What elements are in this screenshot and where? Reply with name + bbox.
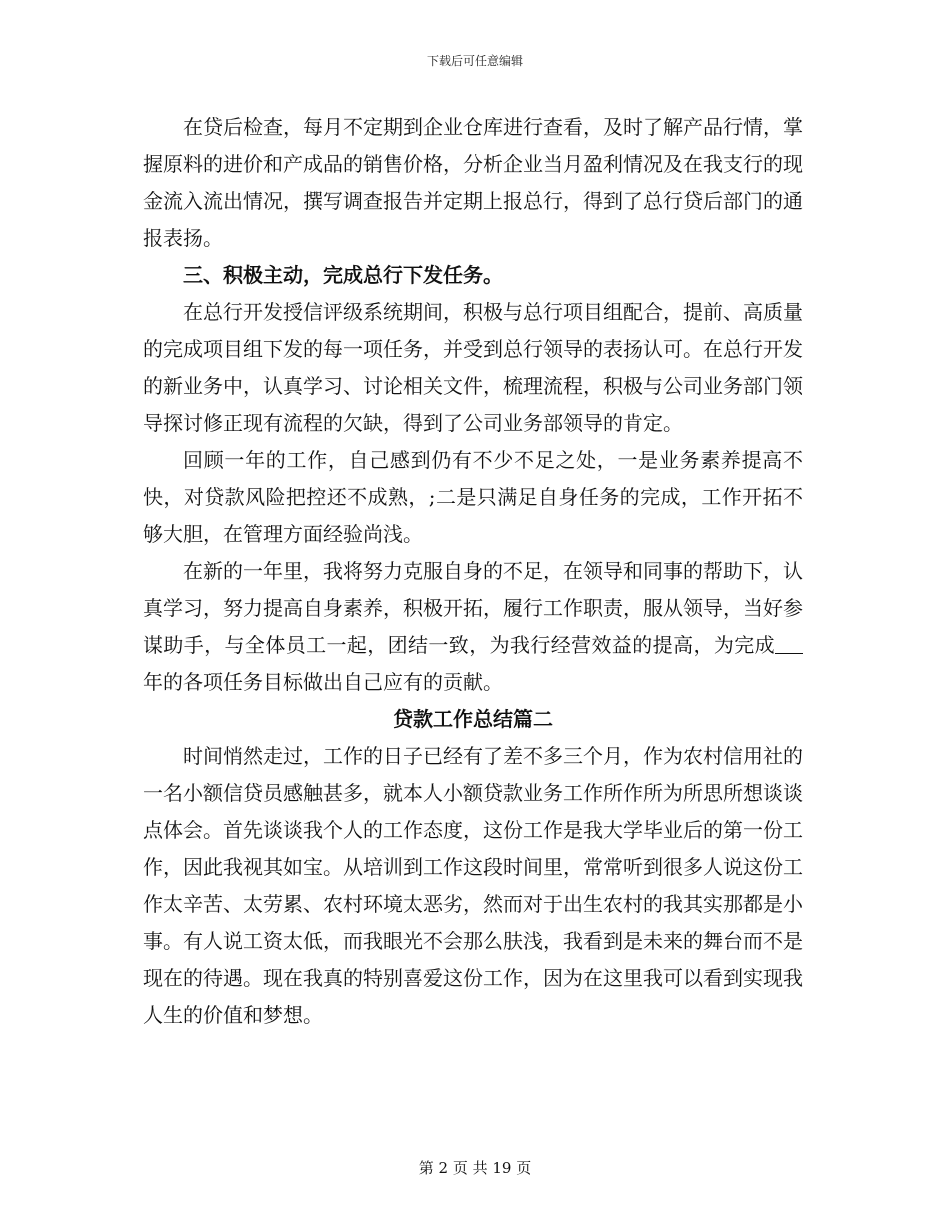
section-title-part-two: 贷款工作总结篇二	[393, 707, 553, 731]
paragraph-new-year-part1: 在新的一年里，我将努力克服自身的不足，在领导和同事的帮助下，认真学习，努力提高自身素养，积极开拓，履行工作职责，服从领导，当好参谋助手，与全体员工一起，团结一致，为我行经营效益的提高，为完成	[143, 559, 803, 657]
paragraph-work-attitude: 时间悄然走过，工作的日子已经有了差不多三个月，作为农村信用社的一名小额信贷员感触甚多，就本人小额贷款业务工作所作所为所思所想谈谈点体会。首先谈谈我个人的工作态度，这份工作是我大学毕业后的第一份工作，因此我视其如宝。从培训到工作这段时间里，常常听到很多人说这份工作太辛苦、太劳累、农村环境太恶劣，然而对于出生农村的我其实那都是小事。有人说工资太低，而我眼光不会那么肤浅，我看到是未来的舞台而不是现在的待遇。现在我真的特别喜爱这份工作，因为在这里我可以看到实现我人生的价值和梦想。	[143, 744, 803, 1027]
heading-section-three: 三、积极主动，完成总行下发任务。	[183, 263, 503, 287]
paragraph-rating-system: 在总行开发授信评级系统期间，积极与总行项目组配合，提前、高质量的完成项目组下发的每一项任务，并受到总行领导的表扬认可。在总行开发的新业务中，认真学习、讨论相关文件，梳理流程，积极与公司业务部门领导探讨修正现有流程的欠缺，得到了公司业务部领导的肯定。	[143, 300, 803, 435]
page-footer: 第 2 页 共 19 页	[418, 1159, 532, 1177]
document-body	[143, 109, 803, 1034]
paragraph-post-loan-check: 在贷后检查，每月不定期到企业仓库进行查看，及时了解产品行情，掌握原料的进价和产成品的销售价格，分析企业当月盈利情况及在我支行的现金流入流出情况，撰写调查报告并定期上报总行，得到了总行贷后部门的通报表扬。	[143, 115, 803, 250]
paragraph-new-year	[143, 553, 803, 701]
paragraph-review: 回顾一年的工作，自己感到仍有不少不足之处，一是业务素养提高不快，对贷款风险把控还不成熟，;二是只满足自身任务的完成，工作开拓不够大胆，在管理方面经验尚浅。	[143, 448, 803, 546]
page-header: 下载后可任意编辑	[426, 54, 523, 68]
paragraph-new-year-part2: 年的各项任务目标做出自己应有的贡献。	[143, 670, 503, 694]
blank-year-underline	[775, 635, 803, 654]
